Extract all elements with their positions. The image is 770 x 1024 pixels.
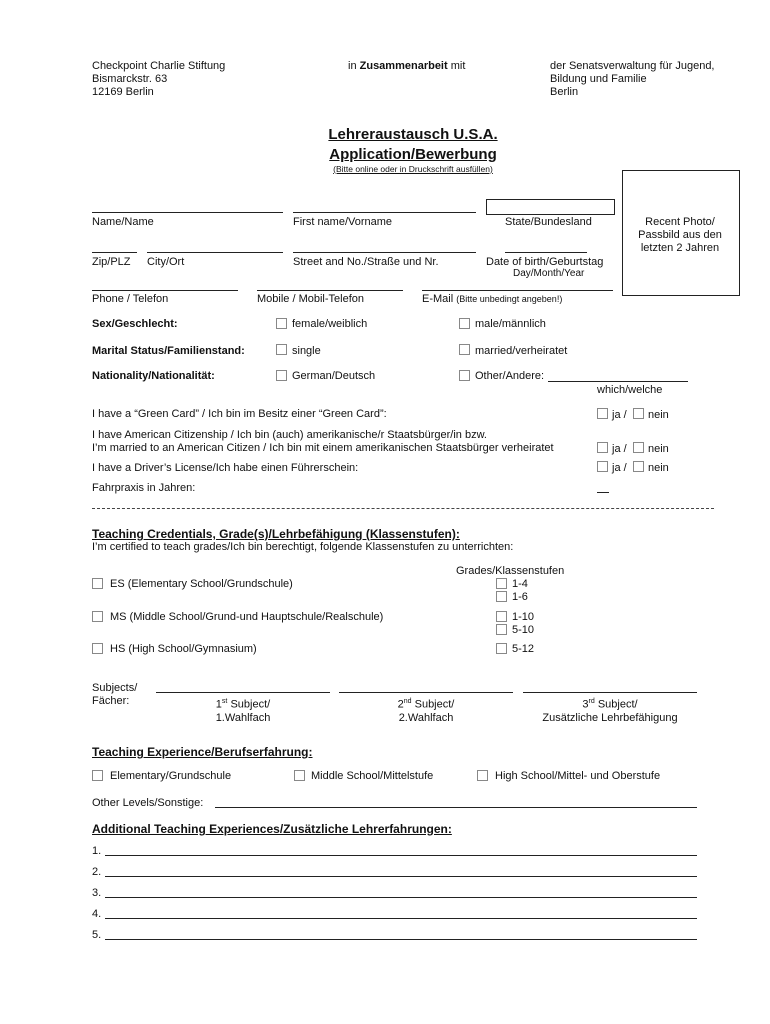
ja-label: ja / [612,443,627,455]
ms-checkbox[interactable] [92,611,103,622]
phone-field[interactable] [92,290,238,291]
grades-header: Grades/Klassenstufen [456,565,565,577]
sex-label: Sex/Geschlecht: [92,318,178,330]
grade-5-10-label: 5-10 [512,624,535,636]
grade-1-6-label: 1-6 [512,591,528,603]
german-label: German/Deutsch [292,370,376,382]
credentials-subheading: I’m certified to teach grades/Ich bin berechtigt, folgende Klassenstufen zu unterrichten: [92,541,514,553]
female-checkbox[interactable] [276,318,287,329]
street-field[interactable] [293,252,476,253]
additional-item-number: 1. [92,845,102,857]
female-label: female/weiblich [292,318,368,330]
city-field[interactable] [147,252,283,253]
subject-3-field[interactable] [523,692,697,693]
grade-1-4-label: 1-4 [512,578,528,590]
nein-label: nein [648,443,669,455]
subject-1-label: 1st Subject/ 1.Wahlfach [215,698,271,724]
nein-label: nein [648,409,669,421]
sender-address [92,60,225,99]
elementary-checkbox[interactable] [92,770,103,781]
other-nationality-checkbox[interactable] [459,370,470,381]
subject-2-field[interactable] [339,692,513,693]
german-checkbox[interactable] [276,370,287,381]
ms-label: MS (Middle School/Grund-und Hauptschule/Realschule) [110,611,384,623]
mobile-label: Mobile / Mobil-Telefon [257,293,364,305]
grade-5-12-checkbox[interactable] [496,643,507,654]
email-label: E-Mail (Bitte unbedingt angeben!) [422,293,563,305]
other-levels-field[interactable] [215,807,697,808]
citizenship-yes-checkbox[interactable] [597,442,608,453]
fill-instruction: (Bitte online oder in Druckschrift ausfüllen) [333,164,493,174]
partner-address: der Senatsverwaltung für Jugend, Bildung und Familie Berlin [550,60,715,98]
additional-heading: Additional Teaching Experiences/Zusätzliche Lehrerfahrungen: [92,822,452,836]
page-subtitle: Application/Bewerbung [329,146,497,163]
green-card-yes-checkbox[interactable] [597,408,608,419]
citizenship-question: I have American Citizenship / Ich bin (auch) amerikanische/r Staatsbürger/in bzw. [92,429,487,441]
es-checkbox[interactable] [92,578,103,589]
citizenship-no-checkbox[interactable] [633,442,644,453]
subject-2-label: 2nd Subject/ 2.Wahlfach [397,698,455,724]
married-checkbox[interactable] [459,344,470,355]
green-card-no-checkbox[interactable] [633,408,644,419]
other-nationality-label: Other/Andere: [475,370,545,382]
subject-3-label: 3rd Subject/ Zusätzliche Lehrbefähigung [542,698,678,724]
additional-item-field[interactable] [105,876,697,877]
subjects-label: Subjects/ Fächer: [92,682,138,707]
photo-box-label: Recent Photo/ Passbild aus den letzten 2 Jahren [638,216,722,254]
dob-format: Day/Month/Year [513,268,585,279]
section-divider [92,508,714,509]
sender-name: Checkpoint Charlie Stiftung [92,60,226,72]
nationality-label: Nationality/Nationalität: [92,370,215,382]
license-question: I have a Driver’s License/Ich habe einen Führerschein: [92,462,359,474]
other-levels-label: Other Levels/Sonstige: [92,797,204,809]
subject-1-field[interactable] [156,692,330,693]
cooperation-note: in Zusammenarbeit mit [348,60,466,72]
additional-item-field[interactable] [105,939,697,940]
additional-item-number: 4. [92,908,102,920]
additional-item-number: 2. [92,866,102,878]
first-name-field[interactable] [293,212,476,213]
page-title: Lehreraustausch U.S.A. [328,126,498,143]
which-label: which/welche [597,384,663,396]
single-checkbox[interactable] [276,344,287,355]
elementary-label: Elementary/Grundschule [110,770,232,782]
additional-item-number: 5. [92,929,102,941]
zip-label: Zip/PLZ [92,256,131,268]
ja-label: ja / [612,409,627,421]
state-label: State/Bundesland [505,216,592,228]
zip-field[interactable] [92,252,137,253]
email-field[interactable] [422,290,613,291]
ja-label: ja / [612,462,627,474]
married-citizen-question: I’m married to an American Citizen / Ich bin mit einem amerikanischen Staatsbürger verheiratet [92,442,554,454]
green-card-question: I have a “Green Card” / Ich bin im Besitz einer “Green Card”: [92,408,387,420]
es-label: ES (Elementary School/Grundschule) [110,578,293,590]
sender-city: 12169 Berlin [92,86,154,98]
state-field[interactable] [486,199,615,215]
other-nationality-field[interactable] [548,381,688,382]
additional-item-field[interactable] [105,918,697,919]
married-label: married/verheiratet [475,345,568,357]
license-yes-checkbox[interactable] [597,461,608,472]
mobile-field[interactable] [257,290,403,291]
experience-heading: Teaching Experience/Berufserfahrung: [92,745,313,759]
additional-item-field[interactable] [105,855,697,856]
hs-checkbox[interactable] [92,643,103,654]
grade-5-12-label: 5-12 [512,643,535,655]
high-school-label: High School/Mittel- und Oberstufe [495,770,661,782]
single-label: single [292,345,321,357]
sender-street: Bismarckstr. 63 [92,73,168,85]
license-no-checkbox[interactable] [633,461,644,472]
male-checkbox[interactable] [459,318,470,329]
male-label: male/männlich [475,318,546,330]
nein-label: nein [648,462,669,474]
phone-label: Phone / Telefon [92,293,169,305]
high-school-checkbox[interactable] [477,770,488,781]
grade-1-6-checkbox[interactable] [496,591,507,602]
dob-field[interactable] [505,252,587,253]
grade-1-4-checkbox[interactable] [496,578,507,589]
middle-school-label: Middle School/Mittelstufe [311,770,434,782]
credentials-heading: Teaching Credentials, Grade(s)/Lehrbefähigung (Klassenstufen): [92,527,460,541]
street-label: Street and No./Straße und Nr. [293,256,439,268]
hs-label: HS (High School/Gymnasium) [110,643,257,655]
city-label: City/Ort [147,256,185,268]
middle-school-checkbox[interactable] [294,770,305,781]
first-name-label: First name/Vorname [293,216,393,228]
additional-item-field[interactable] [105,897,697,898]
marital-label: Marital Status/Familienstand: [92,345,245,357]
driving-years-label: Fahrpraxis in Jahren: [92,482,196,494]
grade-1-10-label: 1-10 [512,611,535,623]
grade-5-10-checkbox[interactable] [496,624,507,635]
name-field[interactable] [92,212,283,213]
additional-item-number: 3. [92,887,102,899]
grade-1-10-checkbox[interactable] [496,611,507,622]
driving-years-field[interactable] [597,492,609,493]
name-label: Name/Name [92,216,154,228]
dob-label: Date of birth/Geburtstag [486,256,604,268]
